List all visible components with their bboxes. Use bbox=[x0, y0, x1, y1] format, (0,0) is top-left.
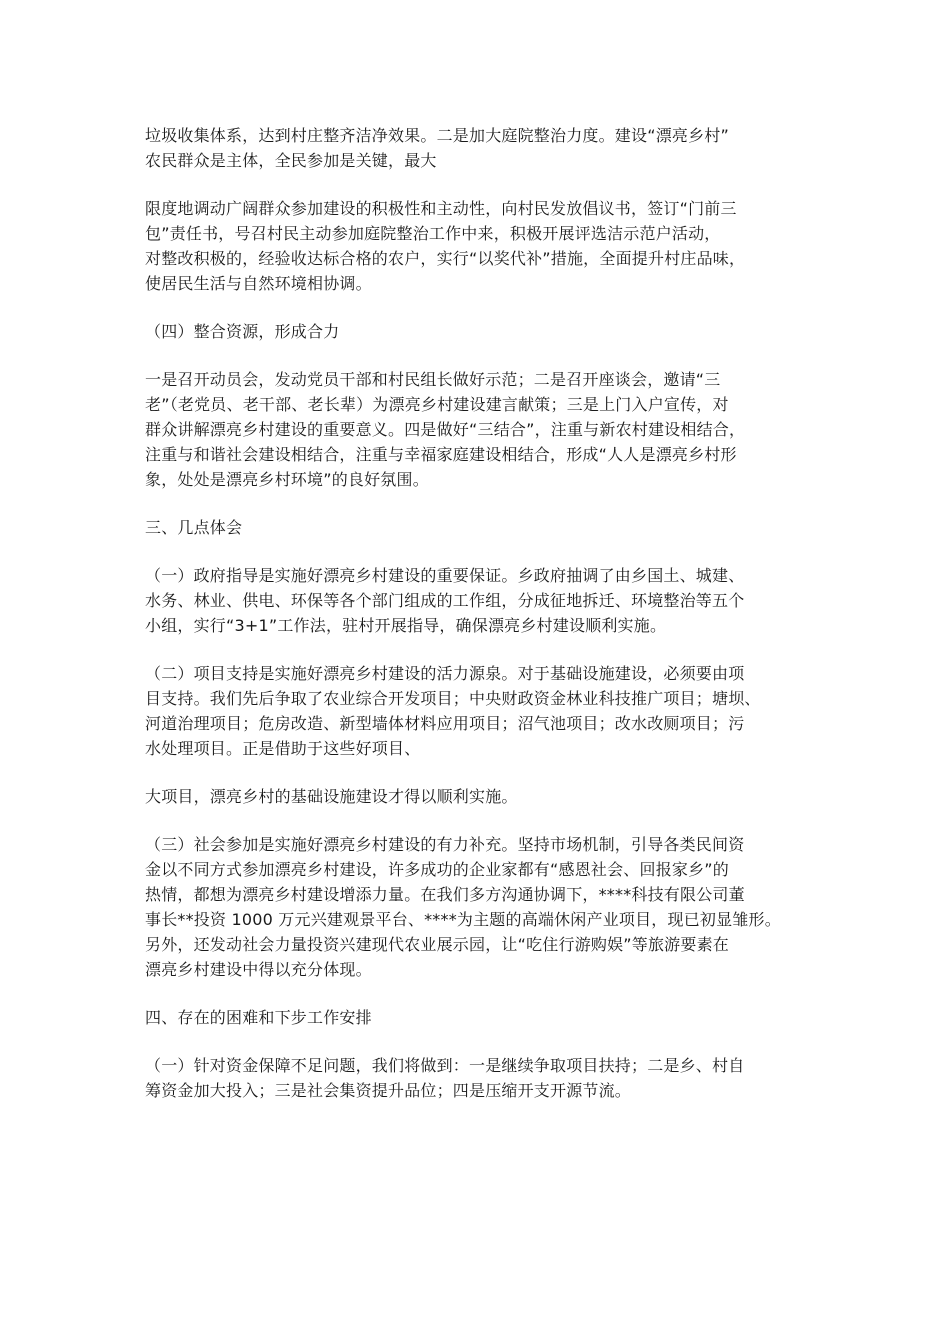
paragraph-project-support bbox=[145, 661, 817, 761]
text-line: 河道治理项目；危房改造、新型墙体材料应用项目；沼气池项目；改水改厕项目；污 bbox=[145, 714, 745, 733]
section-heading-experiences bbox=[145, 515, 817, 540]
paragraph-mobilize-villagers bbox=[145, 196, 817, 296]
section-heading-difficulties-next-steps bbox=[145, 1005, 817, 1030]
document-body bbox=[145, 123, 817, 1126]
text-line: 目支持。我们先后争取了农业综合开发项目；中央财政资金林业科技推广项目；塘坝、 bbox=[145, 689, 761, 708]
text-line: 大项目，漂亮乡村的基础设施建设才得以顺利实施。 bbox=[145, 787, 518, 806]
text-line: 筹资金加大投入；三是社会集资提升品位；四是压缩开支开源节流。 bbox=[145, 1081, 632, 1100]
text-line: （一）针对资金保障不足问题，我们将做到：一是继续争取项目扶持；二是乡、村自 bbox=[145, 1056, 745, 1075]
text-line: （二）项目支持是实施好漂亮乡村建设的活力源泉。对于基础设施建设，必须要由项 bbox=[145, 664, 745, 683]
text-line: 水处理项目。正是借助于这些好项目、 bbox=[145, 739, 421, 758]
text-line: 小组，实行“3+1”工作法，驻村开展指导，确保漂亮乡村建设顺利实施。 bbox=[145, 616, 667, 635]
text-line: 注重与和谐社会建设相结合，注重与幸福家庭建设相结合，形成“人人是漂亮乡村形 bbox=[145, 445, 737, 464]
section-heading-integrate-resources bbox=[145, 319, 817, 344]
text-line: 使居民生活与自然环境相协调。 bbox=[145, 274, 372, 293]
text-line: 对整改积极的，经验收达标合格的农户，实行“以奖代补”措施，全面提升村庄品味， bbox=[145, 249, 746, 268]
paragraph-project-support-continued bbox=[145, 784, 817, 809]
text-line: 漂亮乡村建设中得以充分体现。 bbox=[145, 960, 372, 979]
text-line: 热情，都想为漂亮乡村建设增添力量。在我们多方沟通协调下，****科技有限公司董 bbox=[145, 885, 745, 904]
heading-text: （四）整合资源，形成合力 bbox=[145, 322, 340, 341]
paragraph-mobilization-meetings bbox=[145, 367, 817, 492]
paragraph-social-participation bbox=[145, 832, 817, 982]
text-line: 老”（老党员、老干部、老长辈）为漂亮乡村建设建言献策；三是上门入户宣传，对 bbox=[145, 395, 729, 414]
text-line: 金以不同方式参加漂亮乡村建设，许多成功的企业家都有“感恩社会、回报家乡”的 bbox=[145, 860, 729, 879]
text-line: 水务、林业、供电、环保等各个部门组成的工作组，分成征地拆迁、环境整治等五个 bbox=[145, 591, 745, 610]
text-line: 象，处处是漂亮乡村环境”的良好氛围。 bbox=[145, 470, 429, 489]
text-line: 另外，还发动社会力量投资兴建现代农业展示园，让“吃住行游购娱”等旅游要素在 bbox=[145, 935, 729, 954]
text-line: 事长**投资 1000 万元兴建观景平台、****为主题的高端休闲产业项目，现已初显雏形。 bbox=[145, 910, 781, 929]
text-line: 农民群众是主体，全民参加是关键，最大 bbox=[145, 151, 437, 170]
text-line: （一）政府指导是实施好漂亮乡村建设的重要保证。乡政府抽调了由乡国土、城建、 bbox=[145, 566, 745, 585]
text-line: 群众讲解漂亮乡村建设的重要意义。四是做好“三结合”，注重与新农村建设相结合， bbox=[145, 420, 746, 439]
text-line: 垃圾收集体系，达到村庄整齐洁净效果。二是加大庭院整治力度。建设“漂亮乡村” bbox=[145, 126, 729, 145]
text-line: （三）社会参加是实施好漂亮乡村建设的有力补充。坚持市场机制，引导各类民间资 bbox=[145, 835, 745, 854]
paragraph-courtyard-rectification bbox=[145, 123, 817, 173]
text-line: 一是召开动员会，发动党员干部和村民组长做好示范；二是召开座谈会，邀请“三 bbox=[145, 370, 721, 389]
paragraph-government-guidance bbox=[145, 563, 817, 638]
text-line: 包”责任书，号召村民主动参加庭院整治工作中来，积极开展评选洁示范户活动， bbox=[145, 224, 721, 243]
heading-text: 三、几点体会 bbox=[145, 518, 243, 537]
paragraph-funding-measures bbox=[145, 1053, 817, 1103]
text-line: 限度地调动广阔群众参加建设的积极性和主动性，向村民发放倡议书，签订“门前三 bbox=[145, 199, 737, 218]
heading-text: 四、存在的困难和下步工作安排 bbox=[145, 1008, 372, 1027]
